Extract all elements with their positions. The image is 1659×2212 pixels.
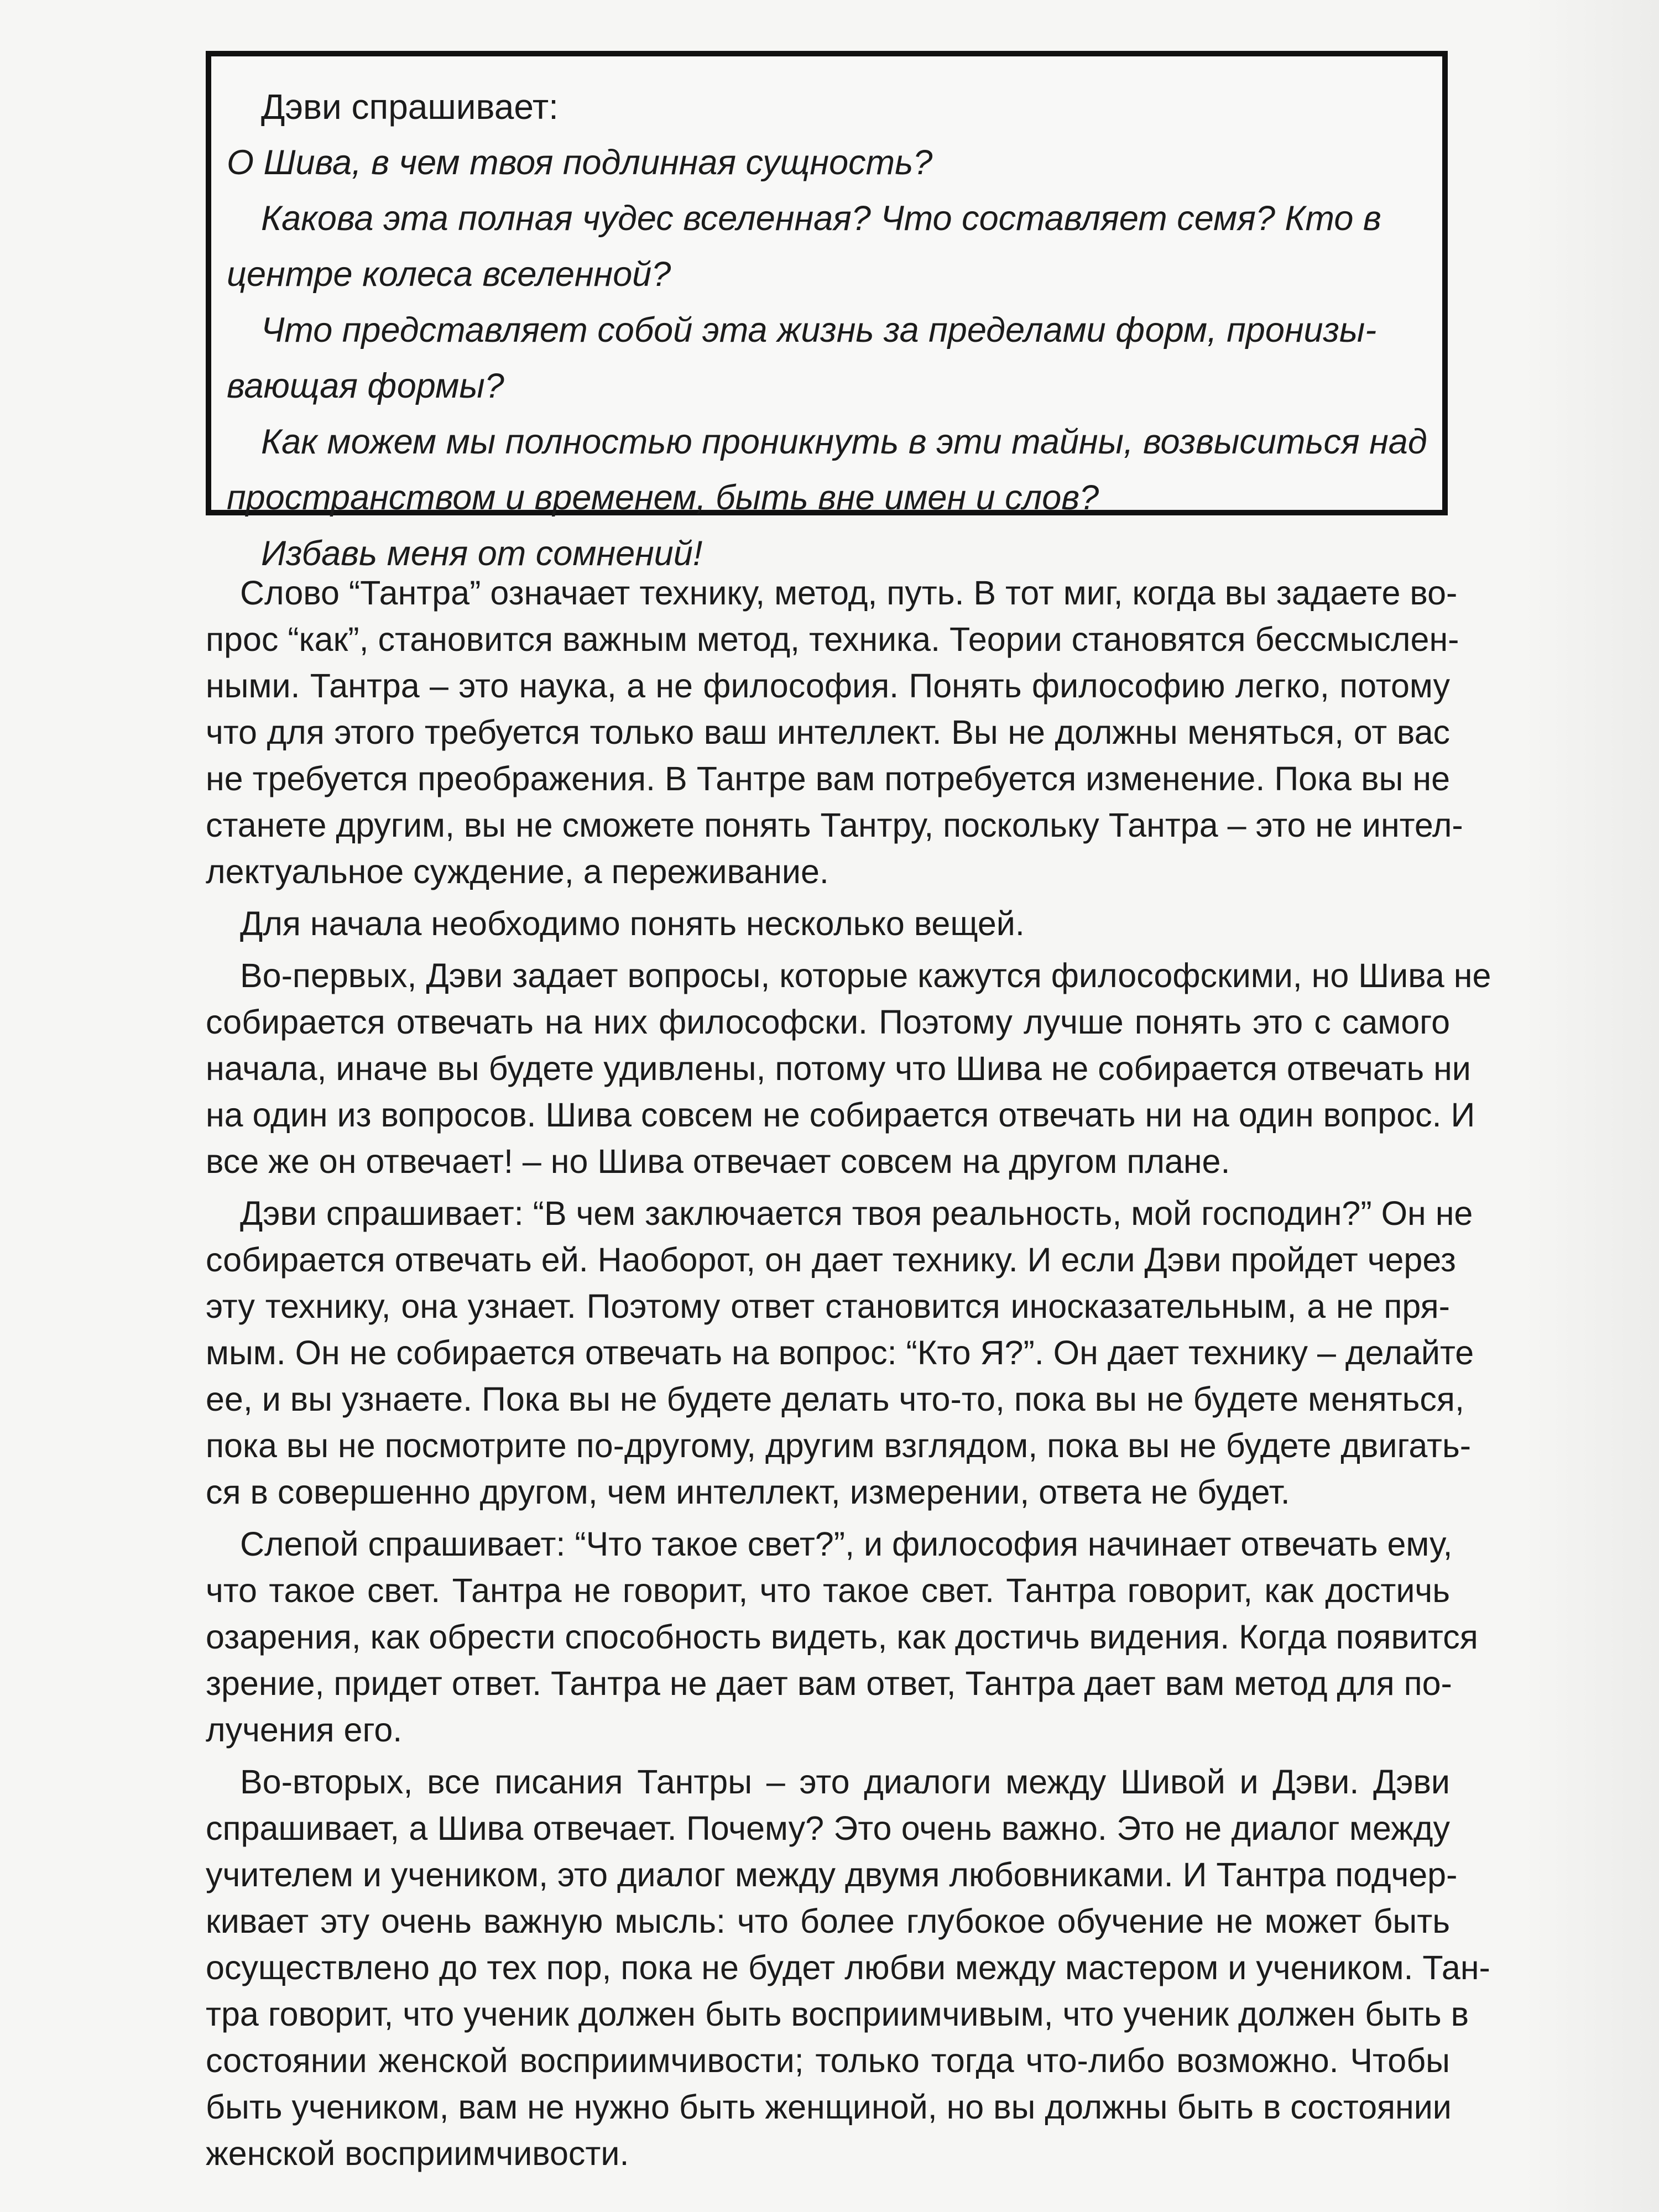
paragraph-line: спрашивает, а Шива отвечает. Почему? Это очень важно. Это не диалог между: [206, 1809, 1450, 1847]
paragraph-line: зрение, придет ответ. Тантра не дает вам ответ, Тантра дает вам метод для по-: [206, 1665, 1452, 1702]
quote-line: вающая формы?: [227, 367, 504, 405]
quote-line: Какова эта полная чудес вселенная? Что составляет семя? Кто в: [261, 199, 1381, 238]
paragraph-line: Слепой спрашивает: “Что такое свет?”, и философия начинает отвечать ему,: [240, 1525, 1453, 1563]
paragraph-line: ными. Тантра – это наука, а не философия. Понять философию легко, потому: [206, 667, 1450, 705]
paragraph-line: состоянии женской восприимчивости; только тогда что-либо возможно. Чтобы: [206, 2042, 1450, 2079]
quote-intro: Дэви спрашивает:: [261, 87, 559, 127]
paragraph-line: начала, иначе вы будете удивлены, потому что Шива не собирается отвечать ни: [206, 1050, 1471, 1087]
paragraph-line: озарения, как обрести способность видеть, как достичь видения. Когда появится: [206, 1618, 1478, 1656]
paragraph-line: кивает эту очень важную мысль: что более глубокое обучение не может быть: [206, 1902, 1450, 1940]
quote-line: О Шива, в чем твоя подлинная сущность?: [227, 143, 933, 182]
paragraph-line: все же он отвечает! – но Шива отвечает совсем на другом плане.: [206, 1142, 1230, 1180]
paragraph: [206, 952, 1491, 1185]
paragraph-line: что для этого требуется только ваш интеллект. Вы не должны меняться, от вас: [206, 713, 1450, 751]
paragraph-line: пока вы не посмотрите по-другому, другим взглядом, пока вы не будете двигать-: [206, 1427, 1472, 1464]
paragraph-line: Слово “Тантра” означает технику, метод, путь. В тот миг, когда вы задаете во-: [240, 574, 1458, 612]
paragraph-line: на один из вопросов. Шива совсем не собирается отвечать ни на один вопрос. И: [206, 1096, 1475, 1134]
quote-line: центре колеса вселенной?: [227, 255, 671, 294]
body-text: [206, 570, 1491, 2182]
paragraph-line: прос “как”, становится важным метод, техника. Теории становятся бессмыслен-: [206, 620, 1459, 658]
paragraph: [206, 900, 1450, 947]
paragraph-line: не требуется преображения. В Тантре вам потребуется изменение. Пока вы не: [206, 760, 1450, 797]
paragraph-line: быть учеником, вам не нужно быть женщиной, но вы должны быть в состоянии: [206, 2088, 1452, 2126]
paragraph-line: станете другим, вы не сможете понять Тантру, поскольку Тантра – это не интел-: [206, 806, 1463, 844]
paragraph-line: лектуальное суждение, а переживание.: [206, 853, 829, 890]
paragraph: [206, 1759, 1490, 2177]
page-edge-shadow: [1521, 0, 1659, 2212]
quote-line: пространством и временем, быть вне имен и слов?: [227, 478, 1099, 517]
paragraph: [206, 1521, 1478, 1753]
paragraph-line: учителем и учеником, это диалог между двумя любовниками. И Тантра подчер-: [206, 1856, 1458, 1893]
quote-line: Избавь меня от сомнений!: [261, 534, 703, 573]
paragraph-line: Дэви спрашивает: “В чем заключается твоя реальность, мой господин?” Он не: [240, 1194, 1473, 1232]
quote-box: [206, 51, 1448, 573]
paragraph-line: что такое свет. Тантра не говорит, что такое свет. Тантра говорит, как достичь: [206, 1572, 1450, 1609]
paragraph-line: ся в совершенно другом, чем интеллект, измерении, ответа не будет.: [206, 1473, 1290, 1511]
paragraph-line: собирается отвечать на них философски. Поэтому лучше понять это с самого: [206, 1003, 1450, 1041]
paragraph-line: эту технику, она узнает. Поэтому ответ становится иносказательным, а не пря-: [206, 1287, 1450, 1325]
paragraph: [206, 570, 1463, 895]
paragraph-line: тра говорит, что ученик должен быть восприимчивым, что ученик должен быть в: [206, 1995, 1469, 2033]
paragraph-line: осуществлено до тех пор, пока не будет любви между мастером и учеником. Тан-: [206, 1949, 1490, 1986]
paragraph-line: ее, и вы узнаете. Пока вы не будете делать что-то, пока вы не будете меняться,: [206, 1380, 1464, 1418]
paragraph: [206, 1190, 1474, 1515]
paragraph-line: Во-первых, Дэви задает вопросы, которые кажутся философскими, но Шива не: [240, 957, 1491, 994]
quote-line: Что представляет собой эта жизнь за пределами форм, пронизы-: [261, 311, 1377, 349]
paragraph-line: женской восприимчивости.: [206, 2135, 629, 2172]
quote-line: Как можем мы полностью проникнуть в эти тайны, возвыситься над: [261, 422, 1427, 461]
paragraph-line: собирается отвечать ей. Наоборот, он дает технику. И если Дэви пройдет через: [206, 1241, 1456, 1279]
paragraph-line: Во-вторых, все писания Тантры – это диалоги между Шивой и Дэви. Дэви: [240, 1763, 1450, 1801]
paragraph-line: лучения его.: [206, 1711, 403, 1749]
quote-lines: [227, 135, 1427, 582]
paragraph-line: Для начала необходимо понять несколько вещей.: [240, 905, 1025, 942]
paragraph-line: мым. Он не собирается отвечать на вопрос: “Кто Я?”. Он дает технику – делайте: [206, 1334, 1474, 1371]
